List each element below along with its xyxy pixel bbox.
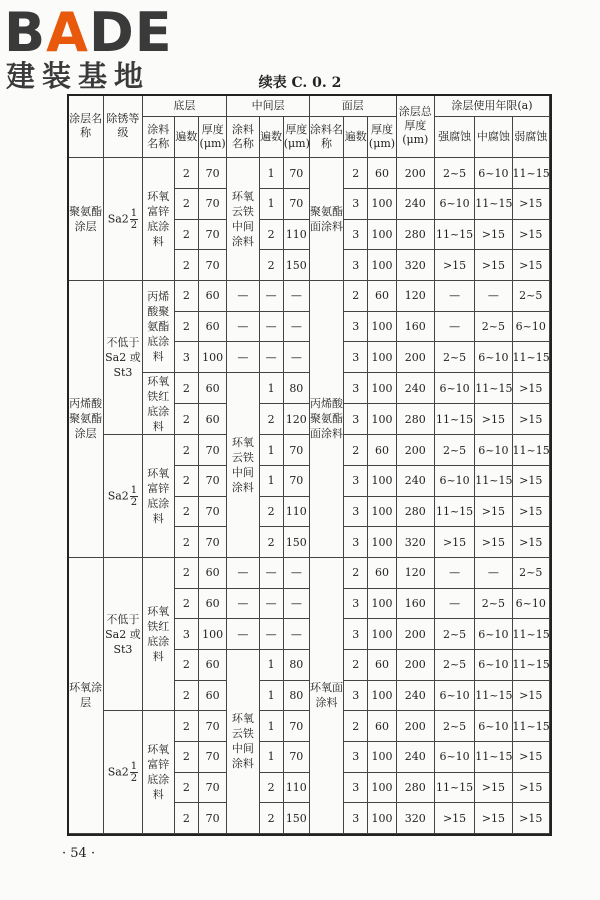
mid-thickness: 70 [283, 158, 309, 189]
mid-passes: 1 [259, 158, 283, 189]
life-weak: 6~10 [512, 588, 549, 619]
base-thickness: 70 [199, 219, 227, 250]
top-passes: 3 [344, 219, 368, 250]
mid-thickness: 70 [283, 741, 309, 772]
base-coat-iron-red: 环氧铁红底涂料 [142, 372, 174, 434]
total-thickness: 120 [396, 280, 434, 311]
base-thickness: 70 [199, 250, 227, 281]
fraction-denominator: 2 [130, 496, 138, 508]
top-thickness: 60 [368, 280, 396, 311]
group-pu: 聚氨酯涂层 [68, 158, 104, 281]
mid-passes: 1 [259, 372, 283, 403]
life-strong: — [434, 311, 474, 342]
life-strong: — [434, 557, 474, 588]
top-coat-pu: 聚氨酯面涂料 [309, 158, 343, 281]
header-weak-corrosion: 弱腐蚀 [512, 117, 549, 158]
top-passes: 2 [344, 158, 368, 189]
total-thickness: 280 [396, 496, 434, 527]
header-service-life: 涂层使用年限(a) [434, 95, 549, 117]
life-medium: 2~5 [475, 588, 512, 619]
mid-thickness: 150 [283, 527, 309, 558]
mid-passes-none: — [259, 588, 283, 619]
life-weak: 11~15 [512, 711, 549, 742]
mid-thickness: 150 [283, 250, 309, 281]
life-medium: >15 [475, 772, 512, 803]
life-weak: 6~10 [512, 311, 549, 342]
life-strong: — [434, 280, 474, 311]
base-passes: 2 [174, 741, 198, 772]
total-thickness: 120 [396, 557, 434, 588]
total-thickness: 160 [396, 588, 434, 619]
life-medium: >15 [475, 803, 512, 834]
mid-thickness: 80 [283, 680, 309, 711]
top-thickness: 100 [368, 250, 396, 281]
life-medium: >15 [475, 219, 512, 250]
coating-table [67, 94, 550, 834]
mid-passes-none: — [259, 342, 283, 373]
total-thickness: 200 [396, 342, 434, 373]
base-passes: 2 [174, 311, 198, 342]
base-thickness: 60 [199, 680, 227, 711]
top-thickness: 100 [368, 772, 396, 803]
base-passes: 2 [174, 496, 198, 527]
header-base-layer: 底层 [142, 95, 227, 117]
mid-passes: 1 [259, 680, 283, 711]
life-strong: 6~10 [434, 741, 474, 772]
base-passes: 2 [174, 465, 198, 496]
mid-thickness: 110 [283, 496, 309, 527]
top-coat-epoxy: 环氧面涂料 [309, 557, 343, 833]
life-medium: >15 [475, 527, 512, 558]
total-thickness: 240 [396, 680, 434, 711]
top-passes: 3 [344, 404, 368, 435]
header-top-passes: 遍数 [344, 117, 368, 158]
mid-coat-none: — [227, 619, 259, 650]
header-base-thickness: 厚度(μm) [199, 117, 227, 158]
mid-coat-none: — [227, 280, 259, 311]
top-passes: 3 [344, 527, 368, 558]
grade-sa2-half [104, 711, 142, 834]
mid-passes: 2 [259, 496, 283, 527]
mid-thickness-none: — [283, 311, 309, 342]
header-mid-passes: 遍数 [259, 117, 283, 158]
mid-coat-micaceous: 环氧云铁中间涂料 [227, 649, 259, 833]
total-thickness: 320 [396, 250, 434, 281]
top-thickness: 60 [368, 557, 396, 588]
life-medium: — [475, 280, 512, 311]
grade-no-less: 不低于Sa2 或 St3 [104, 280, 142, 434]
base-passes: 2 [174, 772, 198, 803]
mid-thickness-none: — [283, 588, 309, 619]
mid-passes: 2 [259, 803, 283, 834]
top-thickness: 100 [368, 496, 396, 527]
base-thickness: 70 [199, 158, 227, 189]
base-passes: 2 [174, 189, 198, 220]
life-strong: 2~5 [434, 711, 474, 742]
base-passes: 2 [174, 158, 198, 189]
life-weak: >15 [512, 372, 549, 403]
top-thickness: 100 [368, 372, 396, 403]
base-thickness: 60 [199, 557, 227, 588]
mid-thickness: 150 [283, 803, 309, 834]
mid-coat-micaceous: 环氧云铁中间涂料 [227, 158, 259, 281]
base-passes: 2 [174, 711, 198, 742]
header-mid-coat-name: 涂料名称 [227, 117, 259, 158]
mid-passes-none: — [259, 557, 283, 588]
top-passes: 3 [344, 342, 368, 373]
fraction-numerator: 1 [130, 207, 138, 219]
life-weak: 11~15 [512, 649, 549, 680]
coating-table-wrapper [67, 94, 550, 834]
group-acrylic: 丙烯酸聚氨酯涂层 [68, 280, 104, 557]
base-passes: 2 [174, 280, 198, 311]
total-thickness: 200 [396, 619, 434, 650]
life-weak: >15 [512, 496, 549, 527]
group-epoxy: 环氧涂层 [68, 557, 104, 833]
life-weak: >15 [512, 189, 549, 220]
mid-thickness: 80 [283, 372, 309, 403]
life-strong: 2~5 [434, 342, 474, 373]
table-row [68, 435, 550, 466]
life-weak: 2~5 [512, 557, 549, 588]
life-weak: >15 [512, 465, 549, 496]
base-coat-zinc-rich: 环氧富锌底涂料 [142, 711, 174, 834]
life-strong: — [434, 588, 474, 619]
top-thickness: 100 [368, 465, 396, 496]
mid-passes: 1 [259, 435, 283, 466]
life-strong: 2~5 [434, 158, 474, 189]
top-passes: 3 [344, 680, 368, 711]
life-strong: 2~5 [434, 435, 474, 466]
base-passes: 2 [174, 435, 198, 466]
mid-thickness: 70 [283, 711, 309, 742]
life-weak: 11~15 [512, 619, 549, 650]
base-passes: 2 [174, 803, 198, 834]
grade-fraction [130, 761, 138, 784]
mid-thickness-none: — [283, 557, 309, 588]
mid-passes-none: — [259, 311, 283, 342]
life-weak: >15 [512, 219, 549, 250]
mid-thickness: 70 [283, 435, 309, 466]
mid-passes: 1 [259, 189, 283, 220]
life-medium: 6~10 [475, 619, 512, 650]
fraction-numerator: 1 [130, 484, 138, 496]
mid-thickness: 110 [283, 772, 309, 803]
base-thickness: 60 [199, 280, 227, 311]
grade-no-less: 不低于Sa2 或 St3 [104, 557, 142, 710]
top-passes: 3 [344, 189, 368, 220]
top-thickness: 100 [368, 527, 396, 558]
base-thickness: 70 [199, 803, 227, 834]
total-thickness: 200 [396, 435, 434, 466]
top-thickness: 60 [368, 649, 396, 680]
top-thickness: 60 [368, 435, 396, 466]
mid-passes: 1 [259, 741, 283, 772]
total-thickness: 200 [396, 158, 434, 189]
top-thickness: 60 [368, 158, 396, 189]
base-passes: 2 [174, 372, 198, 403]
mid-passes: 2 [259, 527, 283, 558]
total-thickness: 200 [396, 711, 434, 742]
grade-sa2-half [104, 158, 142, 281]
fraction-denominator: 2 [130, 219, 138, 231]
top-passes: 3 [344, 741, 368, 772]
life-weak: 11~15 [512, 342, 549, 373]
top-thickness: 60 [368, 711, 396, 742]
mid-passes: 1 [259, 465, 283, 496]
fraction-numerator: 1 [130, 760, 138, 772]
header-total-thickness: 涂层总厚度(μm) [396, 95, 434, 158]
top-passes: 3 [344, 465, 368, 496]
top-passes: 3 [344, 250, 368, 281]
total-thickness: 240 [396, 372, 434, 403]
base-passes: 2 [174, 680, 198, 711]
base-thickness: 70 [199, 711, 227, 742]
base-thickness: 70 [199, 741, 227, 772]
base-thickness: 60 [199, 588, 227, 619]
base-passes: 2 [174, 588, 198, 619]
life-strong: 11~15 [434, 496, 474, 527]
life-strong: 6~10 [434, 372, 474, 403]
life-strong: 6~10 [434, 680, 474, 711]
base-thickness: 60 [199, 649, 227, 680]
top-passes: 3 [344, 311, 368, 342]
life-weak: 2~5 [512, 280, 549, 311]
total-thickness: 280 [396, 219, 434, 250]
life-strong: >15 [434, 527, 474, 558]
top-thickness: 100 [368, 189, 396, 220]
base-coat-acrylic: 丙烯酸聚氨酯底涂料 [142, 280, 174, 372]
mid-thickness: 70 [283, 465, 309, 496]
top-thickness: 100 [368, 680, 396, 711]
top-passes: 2 [344, 557, 368, 588]
grade-sa2: Sa2 [107, 489, 129, 503]
top-passes: 3 [344, 372, 368, 403]
header-top-coat-name: 涂料名称 [309, 117, 343, 158]
watermark-subtitle: 建装基地 [6, 59, 151, 93]
life-strong: >15 [434, 250, 474, 281]
life-weak: >15 [512, 803, 549, 834]
top-passes: 3 [344, 803, 368, 834]
life-medium: — [475, 557, 512, 588]
total-thickness: 240 [396, 741, 434, 772]
life-strong: 11~15 [434, 404, 474, 435]
base-thickness: 70 [199, 189, 227, 220]
base-passes: 2 [174, 250, 198, 281]
mid-passes-none: — [259, 619, 283, 650]
life-weak: >15 [512, 250, 549, 281]
total-thickness: 160 [396, 311, 434, 342]
header-strong-corrosion: 强腐蚀 [434, 117, 474, 158]
base-passes: 2 [174, 649, 198, 680]
top-thickness: 100 [368, 803, 396, 834]
base-thickness: 70 [199, 527, 227, 558]
table-row [68, 280, 550, 311]
table-row [68, 711, 550, 742]
table-caption: 续表 C. 0. 2 [258, 75, 342, 91]
header-medium-corrosion: 中腐蚀 [475, 117, 512, 158]
top-passes: 2 [344, 435, 368, 466]
mid-coat-none: — [227, 588, 259, 619]
base-thickness: 70 [199, 496, 227, 527]
table-row [68, 158, 550, 189]
grade-sa2: Sa2 [107, 212, 129, 226]
base-thickness: 60 [199, 372, 227, 403]
top-passes: 2 [344, 649, 368, 680]
life-medium: >15 [475, 496, 512, 527]
grade-sa2: Sa2 [107, 765, 129, 779]
life-weak: >15 [512, 527, 549, 558]
page-number: · 54 · [62, 846, 96, 861]
top-thickness: 100 [368, 311, 396, 342]
life-medium: 6~10 [475, 711, 512, 742]
mid-coat-micaceous: 环氧云铁中间涂料 [227, 372, 259, 557]
top-thickness: 100 [368, 588, 396, 619]
life-weak: >15 [512, 772, 549, 803]
base-passes: 2 [174, 404, 198, 435]
header-surface-layer: 面层 [309, 95, 396, 117]
total-thickness: 200 [396, 649, 434, 680]
life-medium: 6~10 [475, 649, 512, 680]
grade-sa2-half [104, 435, 142, 558]
base-passes: 2 [174, 557, 198, 588]
total-thickness: 240 [396, 189, 434, 220]
life-strong: 6~10 [434, 189, 474, 220]
header-mid-thickness: 厚度(μm) [283, 117, 309, 158]
mid-thickness: 120 [283, 404, 309, 435]
total-thickness: 240 [396, 465, 434, 496]
mid-thickness: 110 [283, 219, 309, 250]
mid-passes: 2 [259, 772, 283, 803]
mid-passes: 2 [259, 219, 283, 250]
mid-thickness: 80 [283, 649, 309, 680]
life-medium: 11~15 [475, 465, 512, 496]
table-row [68, 557, 550, 588]
life-medium: 11~15 [475, 741, 512, 772]
life-medium: 11~15 [475, 680, 512, 711]
life-medium: 6~10 [475, 158, 512, 189]
header-derust-grade: 除锈等级 [104, 95, 142, 158]
header-base-passes: 遍数 [174, 117, 198, 158]
top-thickness: 100 [368, 741, 396, 772]
life-medium: 6~10 [475, 342, 512, 373]
watermark-brand: BADE [4, 1, 173, 64]
mid-passes: 1 [259, 649, 283, 680]
top-passes: 3 [344, 619, 368, 650]
life-medium: 11~15 [475, 372, 512, 403]
life-medium: 11~15 [475, 189, 512, 220]
mid-thickness-none: — [283, 342, 309, 373]
grade-fraction [130, 208, 138, 231]
top-passes: 3 [344, 496, 368, 527]
total-thickness: 280 [396, 404, 434, 435]
base-thickness: 100 [199, 619, 227, 650]
life-weak: 11~15 [512, 435, 549, 466]
top-passes: 3 [344, 772, 368, 803]
mid-thickness: 70 [283, 189, 309, 220]
mid-coat-none: — [227, 311, 259, 342]
mid-thickness-none: — [283, 619, 309, 650]
base-coat-zinc-rich: 环氧富锌底涂料 [142, 435, 174, 558]
life-medium: >15 [475, 250, 512, 281]
base-coat-iron-red: 环氧铁红底涂料 [142, 557, 174, 710]
base-thickness: 70 [199, 772, 227, 803]
life-weak: >15 [512, 680, 549, 711]
top-thickness: 100 [368, 404, 396, 435]
base-passes: 2 [174, 527, 198, 558]
total-thickness: 320 [396, 527, 434, 558]
base-passes: 2 [174, 219, 198, 250]
mid-coat-none: — [227, 557, 259, 588]
total-thickness: 320 [396, 803, 434, 834]
mid-passes: 2 [259, 250, 283, 281]
life-medium: 6~10 [475, 435, 512, 466]
base-thickness: 70 [199, 465, 227, 496]
mid-passes: 2 [259, 404, 283, 435]
top-passes: 3 [344, 588, 368, 619]
mid-thickness-none: — [283, 280, 309, 311]
base-thickness: 100 [199, 342, 227, 373]
mid-passes-none: — [259, 280, 283, 311]
life-weak: >15 [512, 741, 549, 772]
life-weak: >15 [512, 404, 549, 435]
top-thickness: 100 [368, 342, 396, 373]
base-thickness: 60 [199, 311, 227, 342]
life-strong: >15 [434, 803, 474, 834]
total-thickness: 280 [396, 772, 434, 803]
top-passes: 2 [344, 280, 368, 311]
top-thickness: 100 [368, 219, 396, 250]
life-strong: 2~5 [434, 619, 474, 650]
life-medium: 2~5 [475, 311, 512, 342]
fraction-denominator: 2 [130, 772, 138, 784]
top-passes: 2 [344, 711, 368, 742]
top-thickness: 100 [368, 619, 396, 650]
grade-fraction [130, 485, 138, 508]
header-top-thickness: 厚度(μm) [368, 117, 396, 158]
life-medium: >15 [475, 404, 512, 435]
base-coat-zinc-rich: 环氧富锌底涂料 [142, 158, 174, 281]
header-middle-layer: 中间层 [227, 95, 310, 117]
mid-coat-none: — [227, 342, 259, 373]
base-passes: 3 [174, 619, 198, 650]
base-thickness: 70 [199, 435, 227, 466]
life-weak: 11~15 [512, 158, 549, 189]
base-passes: 3 [174, 342, 198, 373]
top-coat-acrylic: 丙烯酸聚氨酯面涂料 [309, 280, 343, 557]
base-thickness: 60 [199, 404, 227, 435]
header-coating-name: 涂层名称 [68, 95, 104, 158]
mid-passes: 1 [259, 711, 283, 742]
life-strong: 2~5 [434, 649, 474, 680]
life-strong: 11~15 [434, 772, 474, 803]
header-base-coat-name: 涂料名称 [142, 117, 174, 158]
life-strong: 6~10 [434, 465, 474, 496]
life-strong: 11~15 [434, 219, 474, 250]
